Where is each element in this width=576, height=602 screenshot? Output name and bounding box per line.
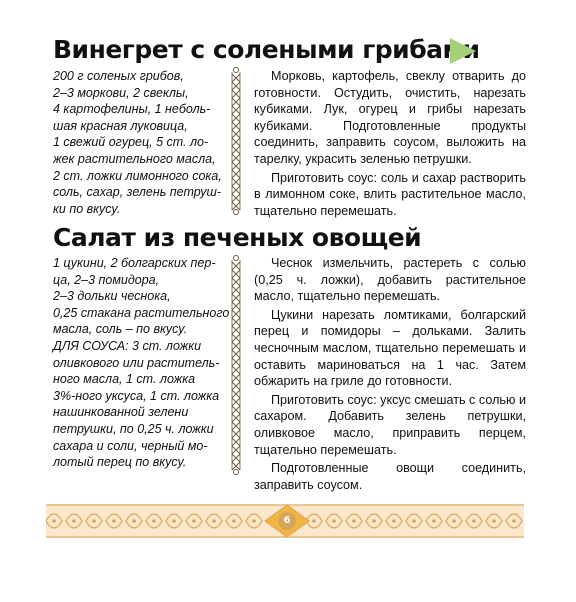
- ingredient-line: 2–3 дольки чеснока,: [53, 289, 171, 304]
- recipe-title: Салат из печеных овощей: [53, 223, 422, 252]
- ingredient-line: 2–3 моркови, 2 свеклы,: [53, 85, 189, 100]
- ingredient-line: масла, соль – по вкусу.: [53, 322, 188, 337]
- ingredients-list: [53, 68, 223, 217]
- instructions: [254, 68, 526, 219]
- instruction-paragraph: Морковь, картофель, свеклу отварить до готовности. Остудить, очистить, нарезать кубиками. Лук, огурец и грибы нарезать кубиками. Подготовленные продукты соединить, заправить соусом, выложить на тарелку, украсить зеленью петрушки.: [254, 69, 526, 166]
- triangle-right-icon: [450, 38, 476, 64]
- page-number: 6: [283, 515, 291, 526]
- recipe-title: Винегрет с солеными грибами: [53, 35, 480, 64]
- ingredient-line: оливкового или раститель-: [53, 355, 220, 370]
- ingredient-line: жек растительного масла,: [53, 151, 216, 166]
- ingredient-line: 1 цукини, 2 болгарских пер-: [53, 256, 216, 270]
- ingredient-line: 3%-ного уксуса, 1 ст. ложка: [53, 388, 220, 403]
- braid-ornament-icon: [228, 66, 244, 216]
- ingredient-line: нашинкованной зелени: [53, 405, 189, 420]
- ingredient-line: 1 свежий огурец, 5 ст. ло-: [53, 135, 209, 150]
- instruction-paragraph: Приготовить соус: соль и сахар растворить в лимонном соке, влить растительное масло, тщательно перемешать.: [254, 170, 526, 218]
- ingredient-line: 2 ст. ложки лимонного сока,: [53, 168, 222, 183]
- ingredient-line: 0,25 стакана растительного: [53, 305, 230, 320]
- instruction-paragraph: Чеснок измельчить, растереть с солью (0,25 ч. ложки), добавить растительное масло, тщательно перемешать.: [254, 256, 526, 304]
- ingredient-line: сахара и соли, черный мо-: [53, 438, 208, 453]
- instruction-paragraph: Приготовить соус: уксус смешать с солью и сахаром. Добавить зелень петрушки, оливковое масло, приправить перцем, тщательно перемешать.: [254, 392, 526, 457]
- ingredient-line: ца, 2–3 помидора,: [53, 272, 160, 287]
- ingredient-line: ки по вкусу.: [53, 201, 121, 216]
- ingredients-list: [53, 255, 230, 471]
- instructions: [254, 255, 526, 493]
- instruction-paragraph: Цукини нарезать ломтиками, болгарский перец и помидоры – дольками. Залить чесночным маслом, тщательно перемешать и оставить мариноваться на 1 час. Затем обжарить на гриле до готовности.: [254, 307, 526, 389]
- ingredient-line: соль, сахар, зелень петруш-: [53, 185, 222, 200]
- ingredient-line: шая красная луковица,: [53, 118, 188, 133]
- ingredient-line: 200 г соленых грибов,: [53, 69, 184, 83]
- ingredient-line: лотый перец по вкусу.: [53, 455, 187, 470]
- ingredient-line: ного масла, 1 ст. ложка: [53, 372, 196, 387]
- instruction-paragraph: Подготовленные овощи соединить, заправить соусом.: [254, 461, 526, 492]
- ingredient-line: петрушки, по 0,25 ч. ложки: [53, 421, 214, 436]
- braid-ornament-icon: [228, 254, 244, 476]
- ingredient-line: 4 картофелины, 1 неболь-: [53, 102, 211, 117]
- ingredient-line: ДЛЯ СОУСА: 3 ст. ложки: [53, 338, 202, 353]
